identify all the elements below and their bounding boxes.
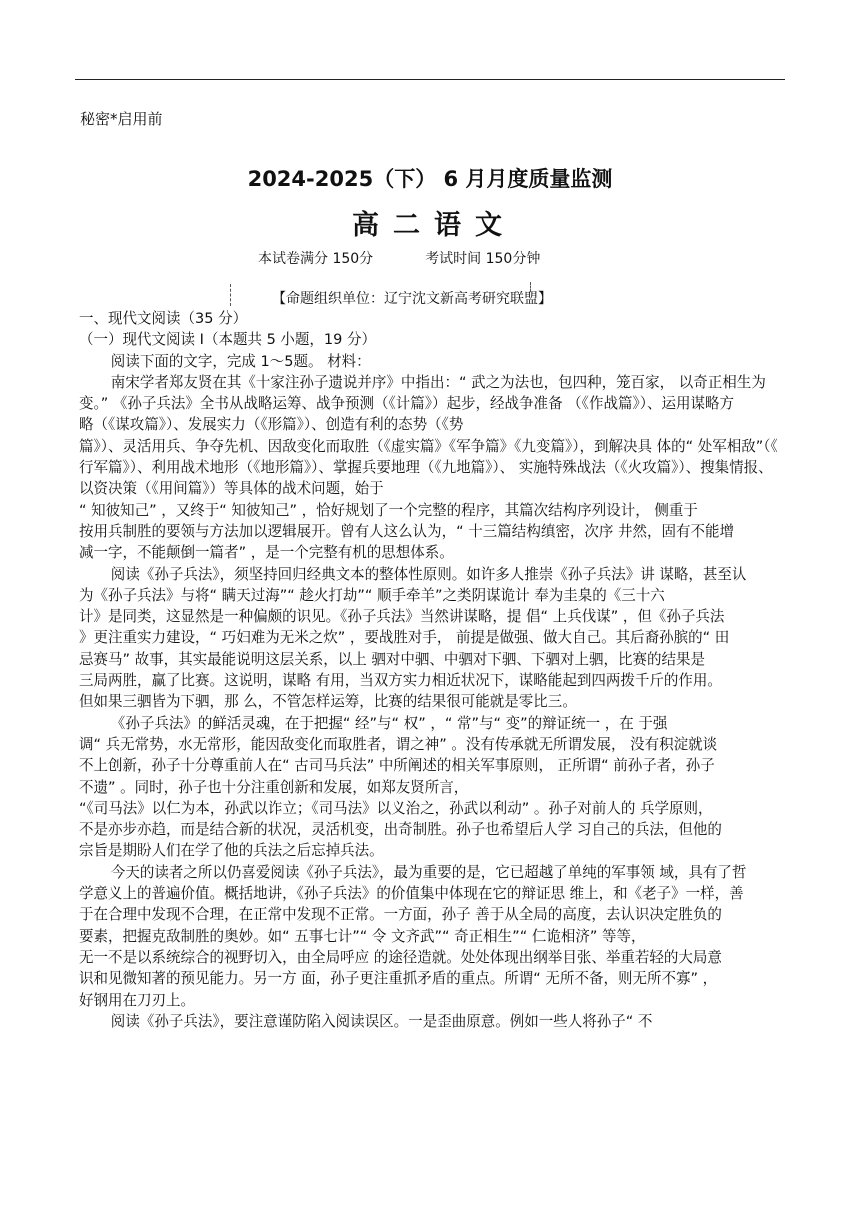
passage-line: 无一不是以系统综合的视野切入，由全局呼应 的途径造就。处处体现出纲举目张、举重若轻的大局意 (79, 948, 722, 966)
passage-line: 忌赛马” 故事，其实最能说明这层关系，以上 驷对中驷、中驷对下驷、下驷对上驷，比赛的结果是 (79, 650, 706, 668)
passage-line: 阅读《孙子兵法》，要注意谨防陷入阅读误区。一是歪曲原意。例如一些人将孙子“ 不 (110, 1012, 653, 1030)
passage-line: 要素，把握克敌制胜的奥妙。如“ 五事七计”“ 令 文齐武”“ 奇正相生”“ 仁诡相济” 等等， (79, 927, 646, 945)
passage-line: 变。” 《孙子兵法》全书从战略运筹、战争预测（《计篇》）起步，经战争准备 （《作战篇》）、运用谋略方 (79, 395, 734, 413)
subsection-heading: （一）现代文阅读 I（本题共 5 小题，19 分） (79, 331, 377, 349)
reading-passage (79, 308, 789, 1032)
passage-line: 识和见微知著的预见能力。另一方 面，孙子更注重抓矛盾的重点。所谓“ 无所不备，则无所不寡” ， (79, 970, 718, 988)
passage-line: 三局两胜，赢了比赛。这说明，谋略 有用，当双方实力相近状况下，谋略能起到四两拨千斤的作用。 (79, 672, 722, 690)
passage-line: 但如果三驷皆为下驷，那 么，不管怎样运筹，比赛的结果很可能就是零比三。 (79, 693, 577, 711)
passage-line: 今天的读者之所以仍喜爱阅读《孙子兵法》，最为重要的是，它已超越了单纯的军事领 域，具有了哲 (110, 863, 747, 881)
passage-line: 略（《谋攻篇》）、发展实力（《形篇》）、创造有利的态势（《势 (79, 416, 464, 434)
passage-line: 不是亦步亦趋，而是结合新的状况，灵活机变，出奇制胜。孙子也希望后人学 习自己的兵法，但他的 (79, 821, 722, 839)
passage-line: “《司马法》以仁为本，孙武以诈立；《司马法》以义治之，孙武以利动” 。孙子对前人的 兵学原则， (79, 799, 713, 817)
passage-line: 减一字，不能颠倒一篇者” ，是一个完整有机的思想体系。 (79, 544, 454, 562)
passage-line: “ 知彼知己” ，又终于“ 知彼知己” ，恰好规划了一个完整的程序，其篇次结构序列设计， 侧重于 (79, 501, 698, 519)
instruction-line: 阅读下面的文字，完成 1～5题。 材料： (110, 352, 371, 370)
passage-line: 不遗” 。同时，孙子也十分注重创新和发展，如郑友贤所言， (79, 778, 469, 796)
exam-meta (258, 248, 540, 268)
passage-line: 好钢用在刀刃上。 (79, 991, 196, 1009)
passage-line: 篇》）、灵活用兵、争夺先机、因敌变化而取胜（《虚实篇》《军争篇》《九变篇》），到解决具 体的“ 处军相敌”（《 (79, 437, 778, 455)
passage-line: 阅读《孙子兵法》，须坚持回归经典文本的整体性原则。如许多人推崇《孙子兵法》讲 谋略，甚至认 (110, 565, 747, 583)
secret-mark: 秘密*启用前 (80, 110, 163, 128)
passage-line: 不上创新，孙子十分尊重前人在“ 古司马兵法” 中所阐述的相关军事原则， 正所谓“ 前孙子者，孙子 (79, 757, 715, 775)
passage-line: 行军篇》）、利用战术地形（《地形篇》）、掌握兵要地理（《九地篇》）、 实施特殊战法（《火攻篇》）、搜集情报、 (79, 459, 773, 477)
binding-dash-left (230, 284, 231, 306)
organizer-note: 【命题组织单位：辽宁沈文新高考研究联盟】 (272, 291, 552, 307)
exam-time: 考试时间 150分钟 (425, 251, 541, 267)
passage-line: 以资决策（《用间篇》）等具体的战术问题，始于 (79, 480, 384, 498)
exam-title: 2024-2025（下） 6 月月度质量监测 (247, 167, 613, 191)
passage-line: 为《孙子兵法》与将“ 瞒天过海”“ 趁火打劫”“ 顺手牵羊”之类阴谋诡计 奉为圭臬的《三十六 (79, 586, 665, 604)
passage-line: 》更注重实力建设，“ 巧妇难为无米之炊” ，要战胜对手， 前提是做强、做大自己。其后裔孙膑的“ 田 (79, 629, 730, 647)
section-heading: 一、现代文阅读（35 分） (79, 310, 248, 327)
passage-line: 于在合理中发现不合理，在正常中发现不正常。一方面，孙子 善于从全局的高度，去认识决定胜负的 (79, 906, 722, 924)
subject-title: 高二语文 (352, 210, 516, 241)
passage-line: 计》是同类，这显然是一种偏颇的识见。《孙子兵法》当然讲谋略，提 倡“ 上兵伐谋” ，但《孙子兵法 (79, 608, 725, 626)
passage-line: 南宋学者郑友贤在其《十家注孙子遗说并序》中指出：“ 武之为法也，包四种，笼百家， 以奇正相生为 (110, 373, 766, 391)
passage-line: 学意义上的普遍价值。概括地讲，《孙子兵法》的价值集中体现在它的辩证思 维上，和《老子》一样，善 (79, 885, 744, 903)
passage-line: 《孙子兵法》的鲜活灵魂，在于把握“ 经”与“ 权” ，“ 常”与“ 变”的辩证统一 ，在 于强 (110, 714, 668, 732)
header-rule (75, 79, 785, 80)
passage-line: 宗旨是期盼人们在学了他的兵法之后忘掉兵法。 (79, 842, 384, 860)
passage-line: 按用兵制胜的要领与方法加以逻辑展开。曾有人这么认为，“ 十三篇结构缜密，次序 井然，固有不能增 (79, 522, 735, 540)
full-score: 本试卷满分 150分 (258, 251, 374, 267)
passage-line: 调“ 兵无常势，水无常形，能因敌变化而取胜者，谓之神” 。没有传承就无所谓发展， 没有积淀就谈 (79, 735, 718, 753)
